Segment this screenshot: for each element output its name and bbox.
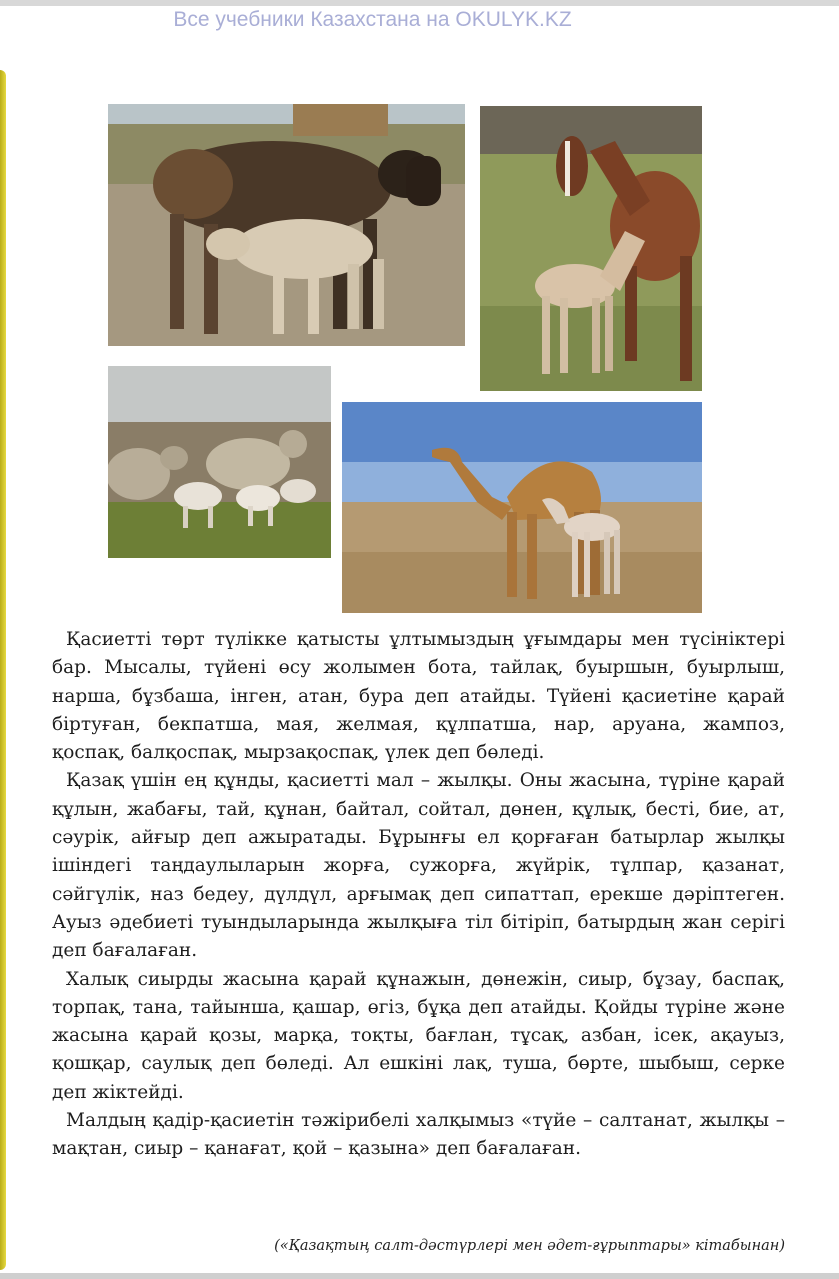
paragraph-cattle-sheep: Халық сиырды жасына қарай құнажын, дөнежін, сиыр, бұзау, баспақ, торпақ, тана, тайынша, қашар, өгіз, бұқа деп атайды. Қойды түріне және жасына қарай қозы, марқа, тоқты, бағлан, тұсақ, азбан, ісек, ақауыз, қошқар, саулық деп бөледі. Ал ешкіні лақ, туша, бөрте, шыбыш, серке деп жіктейді. xyxy=(52,968,785,1103)
watermark: Все учебники Казахстана на OKULYK.KZ xyxy=(173,8,572,31)
top-bar xyxy=(0,0,839,6)
paragraph-camel: Қасиетті төрт түлікке қатысты ұлтымыздың ұғымдары мен түсініктері бар. Мысалы, түйені өсу жолымен бота, тайлақ, буыршын, буырлыш, нарша, бұзбаша, інген, атан, бура деп атайды. Түйені қасиетіне қарай біртуған, бекпатша, мая, желмая, құлпатша, нар, аруана, жампоз, қоспақ, балқоспақ, мырзақоспақ, үлек деп бөледі. xyxy=(52,629,785,764)
page-edge xyxy=(0,70,6,1270)
bottom-bar xyxy=(0,1273,839,1279)
paragraph-conclusion: Малдың қадір-қасиетін тәжірибелі халқымыз «түйе – салтанат, жылқы – мақтан, сиыр – қанағат, қой – қазына» деп бағалаған. xyxy=(52,1110,785,1160)
cow-with-calf-photo xyxy=(108,104,465,346)
source-citation: («Қазақтың салт-дәстүрлері мен әдет-ғұрыптары» кітабынан) xyxy=(274,1238,785,1254)
mare-with-foal-photo xyxy=(480,106,702,391)
sheep-with-lambs-photo xyxy=(108,366,331,558)
paragraph-horse: Қазақ үшін ең құнды, қасиетті мал – жылқы. Оны жасына, түріне қарай құлын, жабағы, тай, құнан, байтал, сойтал, дөнен, құлық, бесті, бие, ат, сәурік, айғыр деп ажыратады. Бұрынғы ел қорғаған батырлар жылқы ішіндегі таңдаулыларын жорға, сужорға, жүйрік, тұлпар, қазанат, сәйгүлік, наз бедеу, дүлдүл, арғымақ деп сипаттап, ерекше дәріптеген. Ауыз әдебиеті туындыларында жылқыға тіл бітіріп, батырдың жан серігі деп бағалаған. xyxy=(52,770,785,962)
camel-with-calf-photo xyxy=(342,402,702,613)
main-text xyxy=(52,626,785,1164)
